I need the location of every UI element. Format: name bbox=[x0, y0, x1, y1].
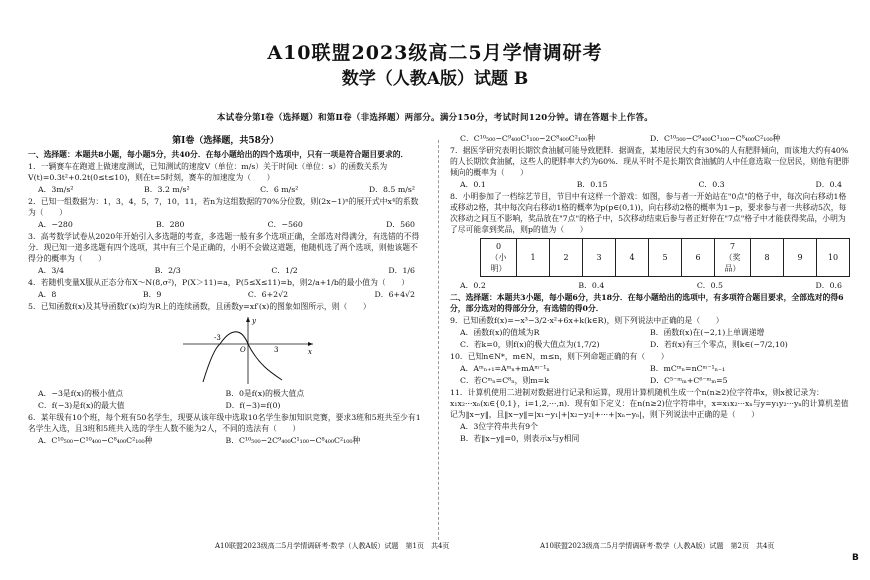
option: D．8.5 m/s² bbox=[368, 185, 415, 194]
exam-subtitle: 数学（人教A版）试题 B bbox=[341, 69, 529, 89]
question-9: 9．已知函数f(x)=−x³−3/2·x²+6x+k(k∈R)，则下列说法中正确的是（ ） bbox=[450, 316, 724, 325]
exam-title: A10联盟2023级高二5月学情调研考 bbox=[267, 42, 603, 64]
option: A．Aᵐₙ₊₁=Aᵐₙ+mAᵐ⁻¹ₙ bbox=[460, 364, 550, 373]
question-9-options bbox=[450, 339, 850, 350]
question-8-options bbox=[450, 280, 850, 291]
option: B．0.15 bbox=[576, 180, 608, 189]
tick-label: 3 bbox=[274, 346, 279, 354]
option: C．若k=0，则f(x)的极大值点为(1,7/2) bbox=[460, 340, 600, 349]
table-cell: 2 bbox=[550, 239, 583, 277]
option: D．f(−3)=f(0) bbox=[225, 401, 281, 410]
question-5-options bbox=[28, 400, 423, 411]
option: A．3位字符串共有9个 bbox=[460, 422, 538, 431]
table-cell: 3 bbox=[583, 239, 616, 277]
question-6: 6．某年级有10个班，每个班有50名学生，现要从该年级中选取10名学生参加知识竞赛，要求3班和5班共至少有1名学生入选，且3班和5班共入选的学生人数不能为2人，不同的选法有（ ） bbox=[28, 413, 421, 433]
option: B．C¹⁰₅₀₀−2C⁹₄₀₀C¹₁₀₀−C⁸₄₀₀C²₁₀₀种 bbox=[225, 436, 361, 445]
question-7-options bbox=[450, 179, 850, 190]
option: C．−560 bbox=[267, 220, 303, 229]
option: C．0.3 bbox=[698, 180, 725, 189]
game-board-table bbox=[480, 238, 850, 277]
question-8: 8．小明参加了一档综艺节目，节目中有这样一个游戏：如图，参与者一开始站在"0点"的格子中，每次向右移动1格或移动2格，其中每次向右移动1格的概率为p(p∈(0,1))，向右移动2格的概率为1−p，要求参与者一共移动5次，每次移动之间互不影响，奖品放在"7点"的格子中，5次移动结束后参与者正好停在"7点"格子中才能获得奖品，小明为了尽可能拿到奖品，则p的值为（ ） bbox=[450, 192, 847, 234]
question-7: 7．据医学研究表明长期饮食油腻可能导致肥胖．据调查，某地居民大约有30%的人有肥胖倾向，而该地大约有40%的人长期饮食油腻，这些人的肥胖率大约为60%．现从平时不是长期饮食油腻的人中任意选取一位居民，则他有肥胖倾向的概率为（ ） bbox=[450, 146, 850, 177]
option: C．若Cᵐₙ=C⁸ₙ，则m=k bbox=[460, 376, 549, 385]
question-9-options bbox=[450, 327, 850, 338]
question-6-options bbox=[28, 435, 423, 446]
footer-left: A10联盟2023级高二5月学情调研考·数学（人教A版）试题 第1页 共4页 bbox=[215, 542, 450, 550]
option: D．560 bbox=[386, 220, 415, 229]
version-badge: B bbox=[852, 553, 859, 563]
option: A．C¹⁰₅₀₀−C¹⁰₄₀₀−C⁸₄₀₀C²₁₀₀种 bbox=[38, 436, 153, 445]
option: B．0.4 bbox=[578, 281, 605, 290]
footer-right: A10联盟2023级高二5月学情调研考·数学（人教A版）试题 第2页 共4页 bbox=[540, 542, 775, 550]
option: B．9 bbox=[142, 290, 162, 299]
option: D．0.6 bbox=[815, 281, 842, 290]
question-3: 3．高考数学试卷从2020年开始引入多选题的考查，多选题一般有多个选项正确，全部选对得满分，有选错的不得分．现已知一道多选题有四个选项，其中有三个是正确的，小明不会做这道题，他随机选了两个选项，则他该题不得分的概率为（ ） bbox=[28, 232, 420, 263]
option: A．8 bbox=[38, 290, 57, 299]
table-cell: 4 bbox=[616, 239, 649, 277]
question-4-options bbox=[28, 289, 423, 300]
option: D．6+4√2 bbox=[374, 290, 415, 299]
table-cell: 6 bbox=[682, 239, 715, 277]
function-graph bbox=[178, 314, 318, 386]
x-axis-arrow bbox=[308, 342, 313, 346]
question-6-options-continued bbox=[450, 133, 850, 144]
table-cell: 7（奖品） bbox=[715, 239, 751, 277]
option: D．0.4 bbox=[815, 180, 842, 189]
option: C．f(−3)是f(x)的最大值 bbox=[38, 401, 125, 410]
section-heading: 第Ⅰ卷（选择题，共58分） bbox=[172, 136, 279, 146]
option: D．若f(x)有三个零点，则k∈(−7/2,10) bbox=[650, 340, 788, 349]
question-1-options bbox=[28, 184, 423, 195]
exam-instructions: 本试卷分第Ⅰ卷（选择题）和第Ⅱ卷（非选择题）两部分。满分150分，考试时间120分钟。请在答题卡上作答。 bbox=[216, 113, 654, 123]
option: A．3m/s² bbox=[38, 185, 74, 194]
table-cell: 5 bbox=[649, 239, 682, 277]
option: B．280 bbox=[156, 220, 185, 229]
option: B．mCᵐₙ=nCᵐ⁻¹ₙ₋₁ bbox=[650, 364, 726, 373]
option: C．6+2√2 bbox=[247, 290, 289, 299]
table-cell: 10 bbox=[817, 239, 850, 277]
option: A．0.2 bbox=[460, 281, 486, 290]
option: A．0.1 bbox=[460, 180, 486, 189]
part-one-instructions: 一、选择题：本题共8小题，每小题5分，共40分．在每小题给出的四个选项中，只有一项是符合题目要求的． bbox=[28, 150, 409, 159]
left-page bbox=[28, 132, 423, 447]
part-two-instructions: 二、选择题：本题共3小题，每小题6分，共18分．在每小题给出的选项中，有多项符合题目要求，全部选对的得6分，部分选对的得部分分，有选错的得0分． bbox=[450, 293, 844, 313]
y-axis-label: y bbox=[252, 317, 256, 325]
option: B．函数f(x)在(−2,1)上单调递增 bbox=[650, 328, 765, 337]
table-row bbox=[481, 239, 850, 277]
option: D．1/6 bbox=[388, 266, 415, 275]
option: C．6 m/s² bbox=[260, 185, 299, 194]
option: C．1/2 bbox=[271, 266, 298, 275]
origin-label: O bbox=[240, 346, 246, 354]
option: D．C¹⁰₅₀₀−C⁹₄₀₀C¹₁₀₀−C⁸₄₀₀C²₁₀₀种 bbox=[650, 134, 781, 143]
option: B．3.2 m/s² bbox=[144, 185, 190, 194]
option: A．−3是f(x)的极小值点 bbox=[38, 389, 124, 398]
option: C．C¹⁰₅₀₀−C⁹₄₀₀C¹₁₀₀−2C⁸₄₀₀C²₁₀₀种 bbox=[460, 134, 596, 143]
right-page bbox=[450, 132, 850, 445]
question-10-options bbox=[450, 363, 850, 374]
option: C．0.5 bbox=[696, 281, 723, 290]
question-2: 2．已知一组数据为：1，3，4，5，7，10，11，若n为这组数据的70%分位数，则(2x−1)ⁿ的展开式中x⁴的系数为（ ） bbox=[28, 197, 419, 217]
question-4: 4．若随机变量X服从正态分布X～N(8,σ²)，P(X＞11)=a，P(5≤X≤11)=b，则2/a+1/b的最小值为（ ） bbox=[28, 278, 410, 287]
option: B．2/3 bbox=[154, 266, 181, 275]
page-divider bbox=[438, 140, 439, 540]
table-cell: 9 bbox=[784, 239, 817, 277]
tick-label: -3 bbox=[214, 334, 221, 342]
y-axis-arrow bbox=[246, 317, 250, 322]
option: A．3/4 bbox=[38, 266, 64, 275]
question-11: 11．计算机使用二进制对数据进行记录和运算，现用计算机随机生成一个n(n≥2)位字符串x，则x被记录为：x₁x₂···xₙ(xᵢ∈{0,1}，i=1,2,···,n)．现有如下定义：在n(n≥2)位字符串中，x=x₁x₂···xₙ与y=y₁y₂···yₙ的计算机差值记为‖x−y‖，且‖x−y‖=|x₁−y₁|+|x₂−y₂|+···+|xₙ−yₙ|，则下列说法中正确的是（ ） bbox=[450, 388, 849, 419]
option: A．函数f(x)的值域为R bbox=[460, 328, 540, 337]
table-cell: 0（小明） bbox=[481, 239, 517, 277]
question-3-options bbox=[28, 265, 423, 276]
option: A．−280 bbox=[38, 220, 73, 229]
question-10-options bbox=[450, 375, 850, 386]
question-2-options bbox=[28, 219, 423, 230]
table-cell: 8 bbox=[751, 239, 784, 277]
table-cell: 1 bbox=[517, 239, 550, 277]
option: D．C⁵⁻ᵐₘ+C⁶⁻ᵐₘ=5 bbox=[650, 376, 728, 385]
option: B．0是f(x)的极大值点 bbox=[225, 389, 305, 398]
x-axis-label: x bbox=[308, 348, 312, 356]
question-5-options bbox=[28, 388, 423, 399]
option: B．若‖x−y‖=0，则表示x与y相同 bbox=[460, 434, 580, 443]
question-1: 1．一辆赛车在跑道上做速度测试，已知测试的速度V（单位：m/s）关于时间t（单位：s）的函数关系为V(t)=0.3t²+0.2t(0≤t≤10)，则在t=5时刻，赛车的加速度为（ ） bbox=[28, 162, 388, 182]
question-5: 5．已知函数f(x)及其导函数f′(x)均为R上的连续函数，且函数y=xf′(x)的图象如图所示，则（ ） bbox=[28, 302, 371, 311]
question-10: 10．已知n∈N*，m∈N，m≤n，则下列命题正确的有（ ） bbox=[450, 352, 669, 361]
